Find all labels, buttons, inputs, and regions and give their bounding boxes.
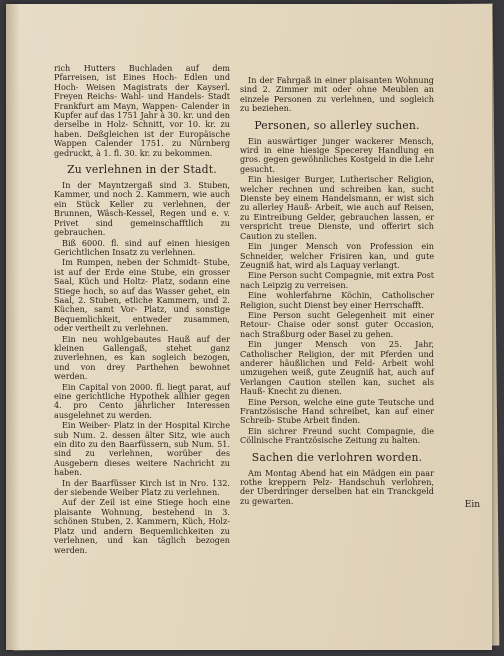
right-column	[240, 76, 434, 507]
paragraph-newspaper: Ein sichrer Freund sucht Compagnie, die Cöllnische Frantzösische Zeitung zu halten.	[240, 425, 434, 446]
paragraph-baarfuesser: In der Baarfüsser Kirch ist in Nro. 132. der siebende Weiber Platz zu verlehnen.	[54, 477, 230, 498]
paragraph-leipzig: Eine Person sucht Compagnie, mit extra Post nach Leipzig zu verreisen.	[240, 270, 434, 290]
paragraph-house-servant: Ein junger Mensch von 25. Jahr, Catholischer Religion, der mit Pferden und anderer häußlichen und Feld- Arbeit wohl umzugehen weiß, gute Zeugniß hat, auch auf Verlangen Caution stellen kan, suchet als Hauß- Knecht zu dienen.	[240, 339, 434, 397]
paragraph-rumpen: Im Rumpen, neben der Schmidt- Stube, ist auf der Erde eine Stube, ein grosser Saal, Küch und Holtz- Platz, sodann eine Stiege hoch, so auf das Wasser gehet, ein Saal, 2. Stuben, etliche Kammern, und 2. Küchen, samt Vor- Platz, und sonstige Bequemlichkeit, entweder zusammen, oder vertheilt zu verlehnen.	[54, 257, 230, 334]
paragraph-writer: Eine Person, welche eine gute Teutsche und Frantzösische Hand schreibet, kan auf einer Schreib- Stube Arbeit finden.	[240, 396, 434, 426]
left-column	[54, 64, 230, 556]
section-heading-persons: Personen, so allerley suchen.	[254, 118, 420, 132]
document-page	[6, 4, 492, 650]
paragraph-hospital-church: Ein Weiber- Platz in der Hospital Kirche sub Num. 2. dessen älter Sitz, wie auch ein dito zu den Baarfüssern, sub Num. 51. sind zu verlehnen, worüber des Ausgebern dieses weitere Nachricht zu haben.	[54, 420, 230, 478]
paragraph-gloves: Am Montag Abend hat ein Mädgen ein paar rothe kreppern Pelz- Handschuh verlohren, der Uberdringer derselben hat ein Tranckgeld zu gewarten.	[240, 467, 434, 506]
section-heading-to-let: Zu verlehnen in der Stadt.	[67, 163, 217, 177]
paragraph-burger: Ein hiesiger Burger, Lutherischer Religion, welcher rechnen und schreiben kan, sucht Dienste bey einem Handelsmann, er wist sich zu allerley Hauß- Arbeit, wie auch auf Reisen, zu Eintreibung Gelder, gebrauchen lassen, er verspricht treue Dienste, und offerirt sich Caution zu stellen.	[240, 174, 434, 241]
catchword: Ein	[464, 500, 480, 510]
paragraph-calendar: rich Hutters Buchladen auf dem Pfarreisen, ist Eines Hoch- Edlen und Hoch- Weisen Magistrats der Kayserl. Freyen Reichs- Wahl- und Handels- Stadt Frankfurt am Mayn, Wappen- Calender in Kupfer auf das 1751 Jahr à 30. kr. und den derselbe in Holz- Schnitt, vor 10. kr. zu haben. Deßgleichen ist der Europäische Wappen Calender 1751. zu Nürnberg gedruckt, à 1. fl. 30. kr. zu bekommen.	[54, 63, 230, 158]
paragraph-loan-6000: Biß 6000. fl. sind auf einen hiesigen Gerichtlichen Insatz zu verlehnen.	[54, 237, 230, 257]
paragraph-tailor: Ein junger Mensch von Profession ein Schneider, welcher Frisiren kan, und gute Zeugniß hat, wird als Laquay verlangt.	[240, 241, 434, 270]
page-fold-shadow	[6, 4, 20, 650]
paragraph-capital-2000: Ein Capital von 2000. fl. liegt parat, auf eine gerichtliche Hypothek allhier gegen 4. pro Cento jährlicher Interessen ausgelehnet zu werden.	[54, 381, 230, 420]
paragraph-gallengass: Ein neu wohlgebautes Hauß auf der kleinen Gallengaß, stehet ganz zuverlehnen, es kan sogleich bezogen, und von drey Parthehen bewohnet werden.	[54, 333, 230, 382]
paragraph-cook: Eine wohlerfahrne Köchin, Catholischer Religion, sucht Dienst bey einer Herrschafft.	[240, 290, 434, 310]
section-heading-lost: Sachen die verlohren worden.	[251, 450, 423, 464]
paragraph-strassburg: Eine Person sucht Gelegenheit mit einer Retour- Chaise oder sonst guter Occasion, nach Straßburg oder Basel zu gehen.	[240, 309, 434, 339]
paragraph-fahrgass: In der Fahrgaß in einer plaisanten Wohnung sind 2. Zimmer mit oder ohne Meublen an einzele Personen zu verlehnen, und sogleich zu beziehen.	[240, 75, 434, 114]
paragraph-apprentice: Ein auswärtiger junger wackerer Mensch, wird in eine hiesige Specerey Handlung en gros. gegen gewöhnliches Kostgeld in die Lehr gesucht.	[240, 135, 434, 174]
paragraph-zeil: Auf der Zeil ist eine Stiege hoch eine plaisante Wohnung, bestehend in 3. schönen Stuben, 2. Kammern, Küch, Holz- Platz und andern Bequemlichkeiten zu verlehnen, und kan täglich bezogen werden.	[54, 497, 230, 555]
paragraph-mayntzergass: In der Mayntzergaß sind 3. Stuben, Kammer, und noch 2. Kammern, wie auch ein Stück Keller zu verlehnen, der Brunnen, Wäsch-Kessel, Regen und e. v. Privet sind gemeinschafftlich zu gebrauchen.	[54, 180, 230, 238]
